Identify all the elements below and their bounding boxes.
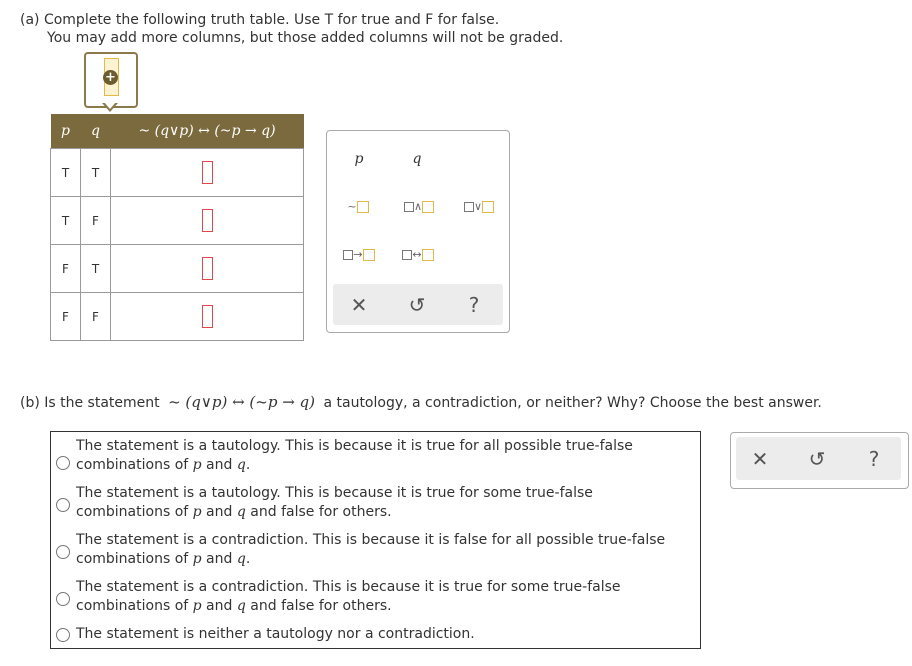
clear-icon[interactable]: ✕ — [350, 293, 368, 317]
question-prefix: (b) Is the statement — [20, 395, 160, 411]
truth-table — [50, 114, 304, 341]
answer-input-box[interactable] — [202, 305, 213, 328]
placeholder-square-icon — [402, 250, 412, 260]
radio-button[interactable] — [56, 456, 70, 470]
placeholder-square-icon — [464, 202, 474, 212]
and-symbol: ∧ — [413, 200, 423, 213]
instruction-line-1: (a) Complete the following truth table. Use T for true and F for false. — [20, 12, 500, 28]
palette-iff-button[interactable] — [397, 248, 439, 261]
radio-button[interactable] — [56, 592, 70, 606]
placeholder-square-icon — [422, 249, 434, 261]
option-text: The statement is a tautology. This is because it is true for some true-false — [76, 485, 593, 501]
radio-button[interactable] — [56, 498, 70, 512]
option-text: The statement is a contradiction. This is because it is false for all possible true-false — [76, 532, 666, 548]
option-4[interactable] — [51, 578, 691, 618]
radio-button[interactable] — [56, 545, 70, 559]
cell-q: F — [81, 197, 111, 245]
undo-icon[interactable]: ↺ — [408, 293, 426, 317]
help-icon[interactable]: ? — [868, 447, 880, 471]
not-symbol: ~ — [347, 200, 357, 213]
palette-q-button[interactable]: q — [412, 151, 422, 167]
option-text: The statement is a contradiction. This is because it is true for some true-false — [76, 579, 621, 595]
option-text-line2: combinations of p and q and false for others. — [76, 598, 392, 614]
cell-p: T — [51, 149, 81, 197]
answer-cell[interactable] — [111, 149, 304, 197]
plus-icon[interactable]: + — [103, 70, 118, 85]
instruction-line-2: You may add more columns, but those added columns will not be graded. — [47, 30, 564, 46]
implies-symbol: → — [353, 248, 363, 261]
answer-cell[interactable] — [111, 197, 304, 245]
tooltip-arrow-inner — [104, 102, 116, 109]
help-icon[interactable]: ? — [468, 293, 480, 317]
answer-cell[interactable] — [111, 245, 304, 293]
palette-not-button[interactable] — [343, 200, 373, 213]
placeholder-square-icon — [404, 202, 414, 212]
answer-cell[interactable] — [111, 293, 304, 341]
table-row — [51, 245, 304, 293]
cell-p: T — [51, 197, 81, 245]
or-symbol: ∨ — [473, 200, 483, 213]
table-row — [51, 197, 304, 245]
palette-p-button[interactable]: p — [354, 151, 364, 167]
placeholder-square-icon — [482, 201, 494, 213]
question-suffix: a tautology, a contradiction, or neither? Why? Choose the best answer. — [323, 395, 822, 411]
cell-p: F — [51, 293, 81, 341]
palette-or-button[interactable] — [459, 200, 499, 213]
palette-and-button[interactable] — [399, 200, 439, 213]
header-p: p — [51, 114, 81, 149]
table-row — [51, 149, 304, 197]
answer-input-box[interactable] — [202, 257, 213, 280]
answer-input-box[interactable] — [202, 161, 213, 184]
iff-symbol: ↔ — [412, 248, 422, 261]
cell-q: F — [81, 293, 111, 341]
palette-implies-button[interactable] — [339, 248, 379, 261]
option-text: The statement is a tautology. This is because it is true for all possible true-false — [76, 438, 633, 454]
header-q: q — [81, 114, 111, 149]
cell-q: T — [81, 245, 111, 293]
answer-input-box[interactable] — [202, 209, 213, 232]
option-3[interactable] — [51, 531, 691, 571]
answer-options — [50, 431, 701, 649]
placeholder-square-icon — [363, 249, 375, 261]
part-b-question — [20, 394, 822, 412]
option-2[interactable] — [51, 484, 691, 524]
clear-icon[interactable]: ✕ — [751, 447, 769, 471]
placeholder-square-icon — [422, 201, 434, 213]
option-text-line2: combinations of p and q. — [76, 551, 251, 567]
option-5[interactable] — [51, 625, 691, 645]
undo-icon[interactable]: ↺ — [808, 447, 826, 471]
option-text: The statement is neither a tautology nor a contradiction. — [76, 626, 475, 642]
header-expression: ~ (q∨p) ↔ (~p → q) — [111, 114, 304, 149]
question-statement: ~ (q∨p) ↔ (~p → q) — [168, 393, 316, 411]
option-text-line2: combinations of p and q and false for others. — [76, 504, 392, 520]
option-1[interactable] — [51, 437, 691, 477]
cell-p: F — [51, 245, 81, 293]
cell-q: T — [81, 149, 111, 197]
table-row — [51, 293, 304, 341]
placeholder-square-icon — [343, 250, 353, 260]
radio-button[interactable] — [56, 628, 70, 642]
placeholder-square-icon — [357, 201, 369, 213]
option-text-line2: combinations of p and q. — [76, 457, 251, 473]
